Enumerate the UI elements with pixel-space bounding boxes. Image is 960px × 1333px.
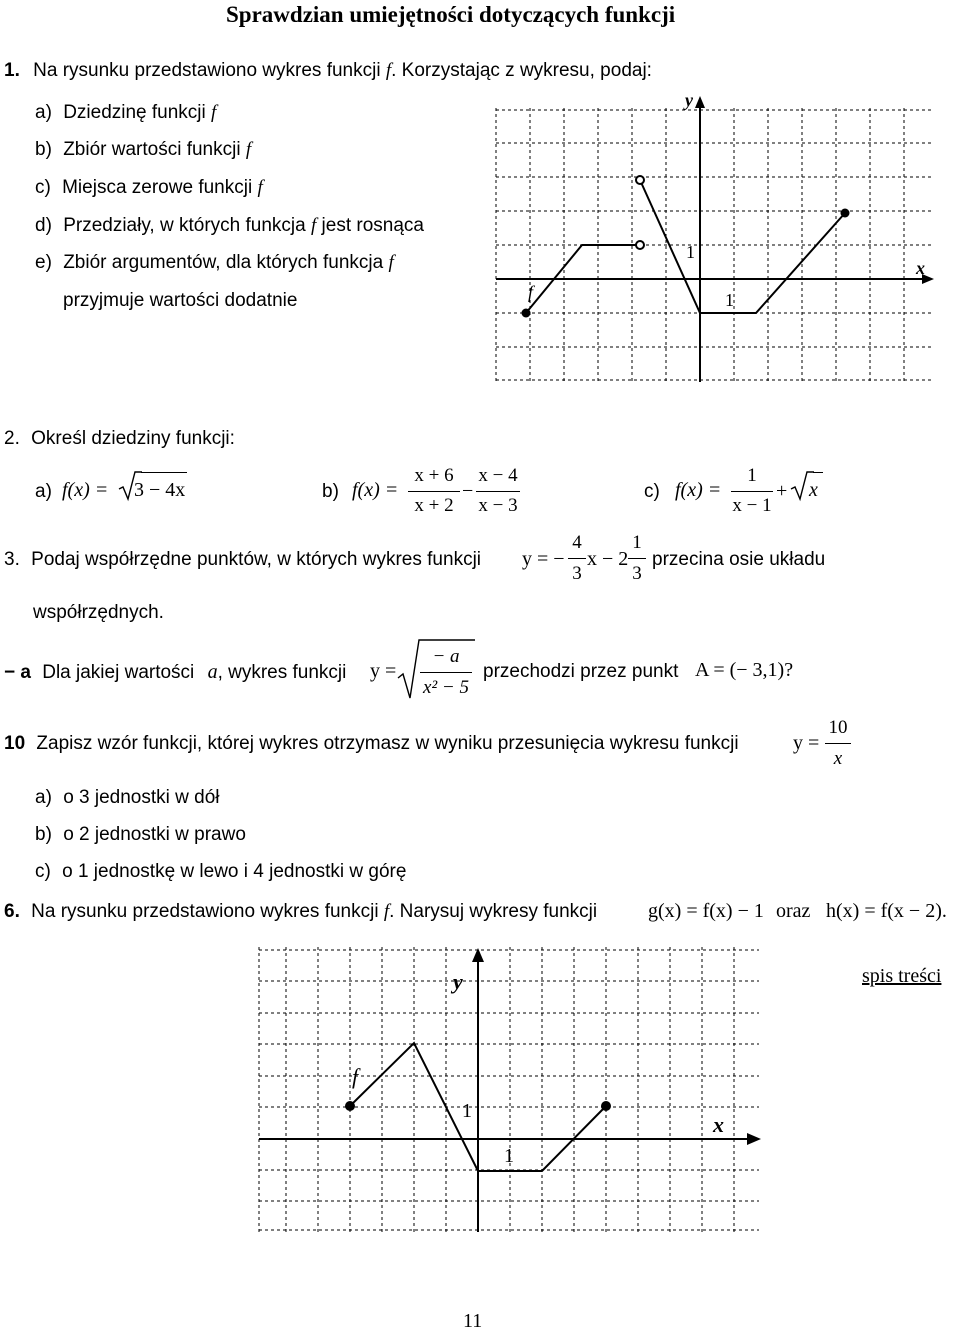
- task6-g-def: g(x) = f(x) − 1: [648, 900, 764, 922]
- task4-eq-lhs: y =: [370, 660, 397, 682]
- page-number: 11: [463, 1310, 483, 1332]
- task1-number: 1.: [4, 60, 20, 81]
- task3-prompt: [4, 549, 481, 571]
- task2-b-num1: x + 6: [414, 465, 454, 486]
- task4-text-end: przechodzi przez punkt: [483, 661, 679, 682]
- task5-item-c: c) o 1 jednostkę w lewo i 4 jednostki w górę: [35, 861, 407, 882]
- task5-number: 10: [4, 733, 26, 754]
- task1-axis-x-label: x: [916, 258, 925, 278]
- task1-function-name: f: [385, 60, 392, 81]
- task3-number: 3.: [4, 549, 20, 570]
- task6-text: Na rysunku przedstawiono wykres funkcji: [31, 901, 384, 922]
- task1-item-e-continuation: przyjmuje wartości dodatnie: [63, 290, 298, 311]
- task2-c-num: 1: [747, 465, 757, 486]
- task2-c-den: x − 1: [732, 495, 772, 516]
- task2-item-a-label: a): [35, 481, 52, 502]
- task1-tick-y-label: 1: [686, 242, 695, 262]
- task2-prompt: [4, 428, 235, 450]
- task4-var-a: a: [207, 661, 218, 683]
- task4-number: − a: [4, 662, 31, 683]
- task2-c-overline: [813, 472, 823, 473]
- task2-b-minus: −: [462, 480, 474, 502]
- task4-prompt: [4, 661, 346, 684]
- task5-prompt: [4, 733, 739, 755]
- page-title: Sprawdzian umiejętności dotyczących funkcji: [226, 2, 676, 27]
- task1-y-arrow-icon: [695, 96, 705, 108]
- task1-item-a: a) Dziedzinę funkcji f: [35, 102, 217, 123]
- task2-b-num2: x − 4: [478, 465, 518, 486]
- task1-item-d: d) Przedziały, w których funkcja f jest rosnąca: [35, 215, 424, 236]
- task6-h-def: h(x) = f(x − 2).: [826, 900, 947, 922]
- task1-intro: Na rysunku przedstawiono wykres funkcji: [33, 60, 386, 81]
- task1-grid: [496, 108, 934, 382]
- task4-den: x² − 5: [423, 677, 469, 698]
- task4-num: − a: [432, 646, 460, 667]
- task3-text-end: współrzędnych.: [33, 602, 164, 623]
- task3-text-cont: przecina osie układu: [652, 549, 826, 570]
- task2-b-den2: x − 3: [478, 495, 518, 516]
- task2-number: 2.: [4, 428, 20, 449]
- task6-closed-endpoint-right: [601, 1101, 611, 1111]
- task2-c-lhs: f(x) =: [675, 479, 722, 501]
- task2-a-overline: [141, 472, 187, 473]
- task2-b-bar1: [408, 491, 460, 492]
- task3-eq-lhs: y = −: [522, 548, 565, 570]
- task1-graph: [492, 92, 934, 384]
- task3-num2: 1: [632, 532, 642, 553]
- task3-den1: 3: [572, 563, 582, 584]
- task4-text: Dla jakiej wartości: [42, 662, 195, 683]
- task5-bar: [825, 743, 851, 744]
- task6-number: 6.: [4, 901, 20, 922]
- task2-c-radicand: x: [809, 479, 818, 501]
- task3-bar1: [568, 558, 586, 559]
- task2-text: Określ dziedziny funkcji:: [31, 428, 235, 449]
- task6-function-label: f: [352, 1064, 359, 1089]
- task1-tick-x-label: 1: [725, 290, 734, 310]
- task6-axis-x-label: x: [713, 1112, 724, 1137]
- task6-tick-x-label: 1: [504, 1145, 514, 1167]
- task4-point: A = (− 3,1)?: [695, 659, 794, 681]
- task1-prompt: [4, 60, 652, 82]
- task6-function-name: f: [383, 901, 390, 922]
- task2-b-bar2: [476, 491, 520, 492]
- task1-item-b: b) Zbiór wartości funkcji f: [35, 139, 252, 160]
- task6-grid: [259, 947, 759, 1232]
- task5-den: x: [833, 748, 843, 769]
- task1-function-curve-2: [640, 180, 845, 313]
- task6-axis-y-label: y: [453, 969, 463, 994]
- task3-den2: 3: [632, 563, 642, 584]
- task5-item-a: a) o 3 jednostki w dół: [35, 787, 220, 808]
- task5-item-b: b) o 2 jednostki w prawo: [35, 824, 246, 845]
- task6-graph: [255, 945, 763, 1233]
- task4-text-cont: , wykres funkcji: [217, 662, 347, 683]
- task1-item-c: c) Miejsca zerowe funkcji f: [35, 177, 263, 198]
- task1-function-label: f: [528, 282, 534, 302]
- task1-axis-y-label: y: [685, 92, 693, 110]
- task4-bar: [420, 672, 472, 673]
- task2-a-radicand: 3 − 4x: [134, 479, 186, 501]
- task2-c-plus: +: [776, 480, 788, 502]
- task2-item-c-label: c): [644, 481, 660, 502]
- task2-b-den1: x + 2: [414, 495, 454, 516]
- task6-text-cont: . Narysuj wykresy funkcji: [389, 901, 598, 922]
- task2-a-lhs: f(x) =: [62, 479, 109, 501]
- task6-prompt: [4, 901, 597, 923]
- toc-link[interactable]: spis treści: [862, 965, 942, 987]
- task1-intro-rest: . Korzystając z wykresu, podaj:: [391, 60, 652, 81]
- task1-closed-endpoint-left: [522, 309, 531, 318]
- task2-item-b-label: b): [322, 481, 339, 502]
- task1-open-endpoint-top: [636, 176, 644, 184]
- task6-oraz: oraz: [776, 900, 811, 922]
- task6-tick-y-label: 1: [462, 1100, 472, 1122]
- task3-text: Podaj współrzędne punktów, w których wykres funkcji: [31, 549, 482, 570]
- task5-eq-lhs: y =: [793, 732, 820, 754]
- task5-text: Zapisz wzór funkcji, której wykres otrzymasz w wyniku przesunięcia wykresu funkcji: [36, 733, 739, 754]
- task6-closed-endpoint-left: [345, 1101, 355, 1111]
- task5-num: 10: [828, 717, 848, 738]
- task6-x-arrow-icon: [747, 1133, 761, 1145]
- task1-closed-endpoint-right: [841, 209, 850, 218]
- task1-item-e: e) Zbiór argumentów, dla których funkcja f: [35, 252, 394, 273]
- task2-b-lhs: f(x) =: [352, 479, 399, 501]
- task3-num1: 4: [572, 532, 582, 553]
- task3-bar2: [628, 558, 646, 559]
- task1-open-endpoint: [636, 241, 644, 249]
- task2-c-bar: [731, 491, 773, 492]
- task3-mid: x − 2: [587, 548, 629, 570]
